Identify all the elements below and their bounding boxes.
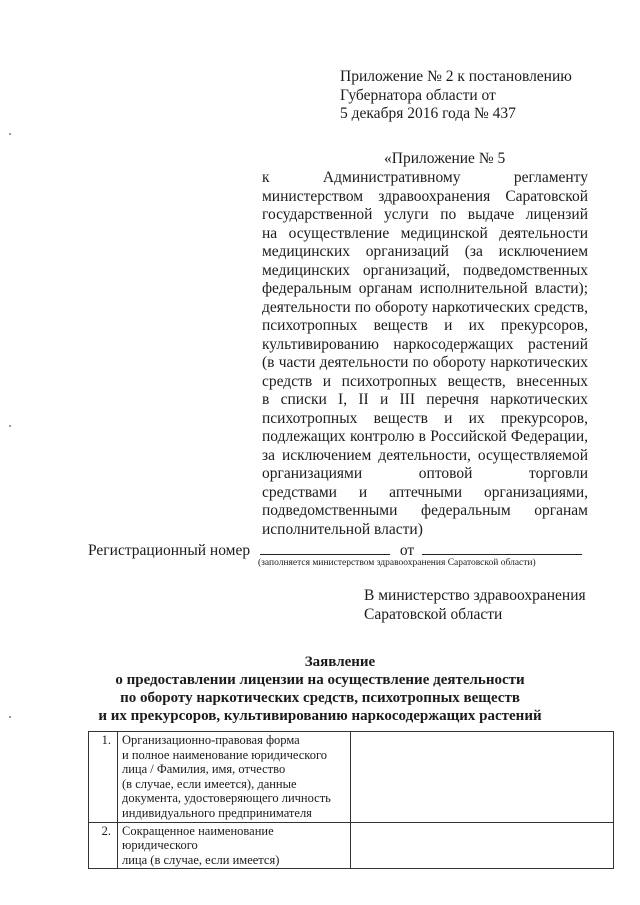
row-label-line: и полное наименование юридического bbox=[122, 747, 328, 762]
registration-label: Регистрационный номер bbox=[88, 542, 251, 559]
appendix-5-title: «Приложение № 5 bbox=[384, 150, 506, 167]
row-label bbox=[118, 822, 351, 869]
appendix-line: (в части деятельности по обороту наркотических bbox=[262, 354, 588, 371]
appendix-line: на осуществление медицинской деятельности bbox=[262, 224, 588, 242]
statement-subtitle-line: по обороту наркотических средств, психотропных веществ bbox=[120, 690, 520, 706]
statement-title-block bbox=[0, 653, 640, 725]
scan-speck bbox=[9, 425, 11, 427]
appendix-line: за исключением деятельности, осуществляемой bbox=[262, 446, 588, 464]
appendix-line: в списки I, II и III перечня наркотических bbox=[262, 391, 588, 408]
addressee-line: Саратовской области bbox=[364, 606, 503, 623]
registration-number-field[interactable] bbox=[260, 541, 390, 555]
addressee-line: В министерство здравоохранения bbox=[364, 587, 586, 604]
row-number: 2. bbox=[89, 822, 118, 869]
addressee bbox=[364, 586, 586, 624]
appendix-line: психотропных веществ и их прекурсоров, bbox=[262, 317, 588, 334]
statement-subtitle-line: о предоставлении лицензии на осуществление деятельности bbox=[115, 672, 525, 688]
appendix-5-text bbox=[262, 169, 588, 539]
row-value-field[interactable] bbox=[351, 732, 614, 823]
appendix-line: министерством здравоохранения Саратовской bbox=[262, 187, 588, 205]
row-label-line: (в случае, если имеется), данные bbox=[122, 776, 297, 791]
row-label-line: индивидуального предпринимателя bbox=[122, 805, 312, 820]
header-line: Приложение № 2 к постановлению bbox=[340, 68, 572, 85]
statement-subtitle-line: и их прекурсоров, культивированию наркосодержащих растений bbox=[98, 708, 542, 724]
appendix-line: медицинских организаций, подведомственных bbox=[262, 261, 588, 279]
appendix-line: средствами и аптечными организациями, bbox=[262, 483, 588, 501]
appendix-line: к Административному регламенту bbox=[262, 169, 588, 186]
row-label-line: лица / Фамилия, имя, отчество bbox=[122, 762, 286, 777]
scan-speck bbox=[9, 716, 11, 718]
row-number: 1. bbox=[89, 732, 118, 823]
header-line: 5 декабря 2016 года № 437 bbox=[340, 105, 516, 122]
appendix-line: подведомственными федеральным органам bbox=[262, 502, 588, 519]
appendix-line: средств и психотропных веществ, внесенных bbox=[262, 372, 588, 390]
row-value-field[interactable] bbox=[351, 822, 614, 869]
row-label bbox=[118, 732, 351, 823]
row-label-line: документа, удостоверяющего личность bbox=[122, 791, 331, 806]
application-form-table bbox=[88, 731, 614, 869]
appendix-line: государственной услуги по выдаче лицензий bbox=[262, 206, 588, 223]
table-row bbox=[89, 732, 614, 823]
registration-from-label: от bbox=[399, 542, 415, 559]
row-label-line: Сокращенное наименование юридического bbox=[122, 823, 274, 853]
appendix-line: федеральным органам исполнительной власти); bbox=[262, 280, 588, 297]
appendix-line: подлежащих контролю в Российской Федерации, bbox=[262, 428, 588, 445]
appendix-line: медицинских организаций (за исключением bbox=[262, 243, 588, 260]
row-label-line: Организационно-правовая форма bbox=[122, 733, 300, 747]
appendix-line: культивированию наркосодержащих растений bbox=[262, 335, 588, 353]
header-line: Губернатора области от bbox=[340, 86, 496, 104]
row-label-line: лица (в случае, если имеется) bbox=[122, 852, 280, 867]
registration-date-field[interactable] bbox=[422, 541, 582, 555]
table-row bbox=[89, 822, 614, 869]
statement-title: Заявление bbox=[304, 654, 376, 670]
appendix-line: психотропных веществ и их прекурсоров, bbox=[262, 409, 588, 427]
appendix-line: деятельности по обороту наркотических средств, bbox=[262, 298, 588, 316]
appendix-line: исполнительной власти) bbox=[262, 520, 423, 538]
appendix-line: организациями оптовой торговли bbox=[262, 465, 588, 482]
scan-speck bbox=[9, 133, 11, 135]
appendix-header bbox=[340, 68, 572, 124]
registration-note: (заполняется министерством здравоохранения Саратовской области) bbox=[258, 558, 536, 568]
